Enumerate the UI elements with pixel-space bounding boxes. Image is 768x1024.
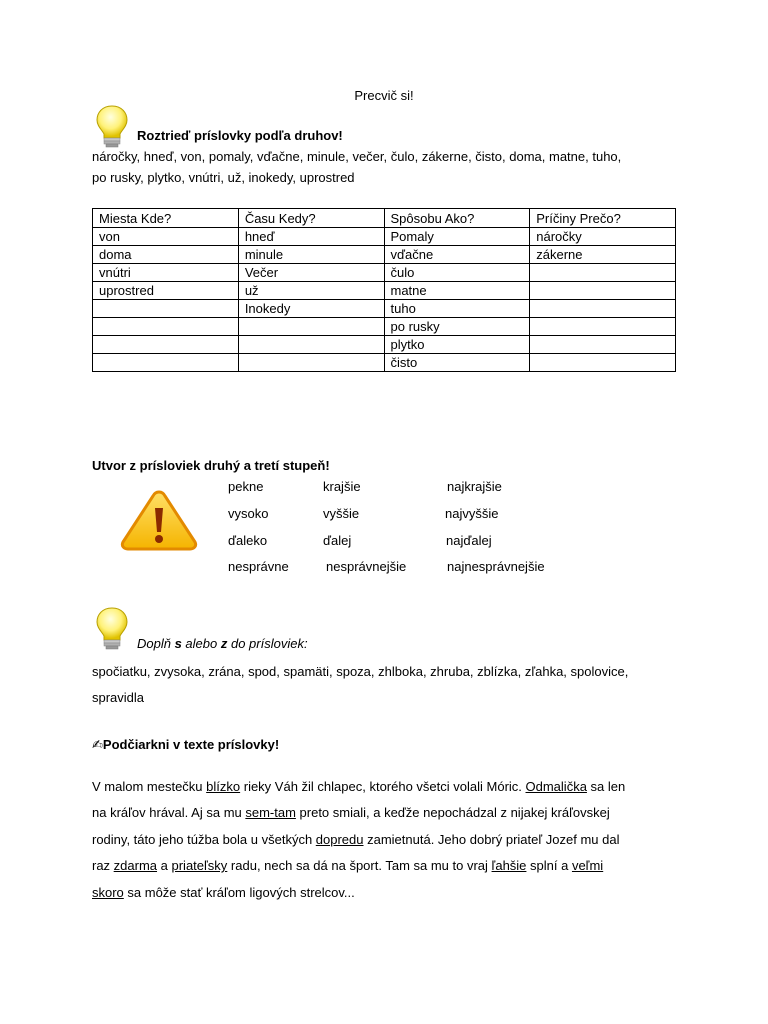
task3-words-line1: spočiatku, zvysoka, zrána, spod, spamäti, spoza, zhlboka, zhruba, zblízka, zľahka, spolovice, [92, 664, 629, 679]
heading-text: Podčiarkni v texte príslovky! [102, 737, 280, 752]
writing-hand-icon: ✍ [92, 738, 103, 753]
table-cell [238, 318, 384, 336]
underlined-adverb: dopredu [315, 832, 364, 847]
heading-text: alebo [181, 636, 221, 651]
warning-icon [119, 488, 199, 552]
table-header-cell: Príčiny Prečo? [530, 209, 676, 228]
underlined-adverb: priateľsky [171, 858, 228, 873]
table-row [93, 264, 676, 282]
underlined-adverb: veľmi [571, 858, 604, 873]
table-cell: Večer [238, 264, 384, 282]
table-cell: plytko [384, 336, 530, 354]
heading-letter-s: s [174, 636, 182, 651]
table-cell [93, 354, 239, 372]
table-cell [238, 354, 384, 372]
story-line [92, 858, 603, 873]
page-title: Precvič si! [354, 88, 414, 103]
degree-positive: nesprávne [228, 559, 289, 574]
task2-heading: Utvor z prísloviek druhý a tretí stupeň! [92, 458, 330, 473]
table-cell [530, 300, 676, 318]
underlined-adverb: blízko [206, 779, 241, 794]
degree-superlative: najvyššie [445, 506, 499, 521]
task1-heading: Roztrieď príslovky podľa druhov! [137, 128, 343, 143]
table-cell [530, 336, 676, 354]
text: sa môže stať kráľom ligových strelcov... [123, 885, 355, 900]
table-row [93, 354, 676, 372]
degree-comparative: vyššie [323, 506, 360, 521]
underlined-adverb: ľahšie [491, 858, 527, 873]
lightbulb-icon [94, 104, 130, 150]
underlined-adverb: zdarma [113, 858, 158, 873]
text: V malom mestečku [92, 779, 207, 794]
lightbulb-icon [94, 606, 130, 652]
table-cell [530, 318, 676, 336]
underlined-adverb: Odmalička [525, 779, 587, 794]
degree-comparative: nesprávnejšie [326, 559, 407, 574]
table-cell: už [238, 282, 384, 300]
degree-positive: ďaleko [228, 533, 268, 548]
degree-comparative: ďalej [323, 533, 352, 548]
table-cell: čisto [384, 354, 530, 372]
degree-comparative: krajšie [323, 479, 361, 494]
text: radu, nech sa dá na šport. Tam sa mu to vraj [227, 858, 492, 873]
task1-words-line2: po rusky, plytko, vnútri, už, inokedy, uprostred [92, 170, 355, 185]
table-row [93, 300, 676, 318]
task1-words-line1: náročky, hneď, von, pomaly, vďačne, minule, večer, čulo, zákerne, čisto, doma, matne, tuho, [92, 149, 622, 164]
table-row [93, 318, 676, 336]
table-row [93, 246, 676, 264]
degree-positive: pekne [228, 479, 264, 494]
text: preto smiali, a keďže nepochádzal z nijakej kráľovskej [295, 805, 610, 820]
table-row [93, 228, 676, 246]
text: a [157, 858, 172, 873]
heading-text: do prísloviek: [227, 636, 308, 651]
table-cell [530, 264, 676, 282]
table-row [93, 282, 676, 300]
heading-text: Doplň [137, 636, 175, 651]
table-cell: zákerne [530, 246, 676, 264]
story-line [92, 832, 619, 847]
table-cell [93, 336, 239, 354]
table-header-row [93, 209, 676, 228]
table-cell: von [93, 228, 239, 246]
table-cell: Inokedy [238, 300, 384, 318]
table-cell: doma [93, 246, 239, 264]
table-cell: uprostred [93, 282, 239, 300]
table-cell: čulo [384, 264, 530, 282]
story-line [92, 885, 355, 900]
table-cell: hneď [238, 228, 384, 246]
task3-words-line2: spravidla [92, 690, 145, 705]
text: zamietnutá. Jeho dobrý priateľ Jozef mu dal [363, 832, 620, 847]
degree-positive: vysoko [228, 506, 269, 521]
underlined-adverb: skoro [92, 885, 124, 900]
text: na kráľov hrával. Aj sa mu [92, 805, 246, 820]
table-cell: matne [384, 282, 530, 300]
degree-superlative: najkrajšie [447, 479, 502, 494]
text: rieky Váh žil chlapec, ktorého všetci volali Móric. [240, 779, 526, 794]
table-header-cell: Spôsobu Ako? [384, 209, 530, 228]
text: sa len [586, 779, 626, 794]
table-cell [93, 300, 239, 318]
story-line [92, 779, 625, 794]
table-cell: vnútri [93, 264, 239, 282]
table-header-cell: Miesta Kde? [93, 209, 239, 228]
task4-heading [92, 737, 279, 753]
table-cell: tuho [384, 300, 530, 318]
text: raz [92, 858, 114, 873]
adverb-table [92, 208, 676, 372]
table-cell: Pomaly [384, 228, 530, 246]
degree-superlative: najnesprávnejšie [447, 559, 545, 574]
table-cell [238, 336, 384, 354]
story-line [92, 805, 610, 820]
heading-letter-z: z [220, 636, 228, 651]
table-row [93, 336, 676, 354]
table-cell: po rusky [384, 318, 530, 336]
task3-heading [137, 636, 308, 651]
text: splní a [526, 858, 572, 873]
table-cell: náročky [530, 228, 676, 246]
table-cell [530, 354, 676, 372]
underlined-adverb: sem-tam [245, 805, 296, 820]
table-cell [530, 282, 676, 300]
degree-superlative: najďalej [446, 533, 492, 548]
table-header-cell: Času Kedy? [238, 209, 384, 228]
table-cell: minule [238, 246, 384, 264]
table-cell: vďačne [384, 246, 530, 264]
text: rodiny, táto jeho túžba bola u všetkých [92, 832, 316, 847]
table-cell [93, 318, 239, 336]
